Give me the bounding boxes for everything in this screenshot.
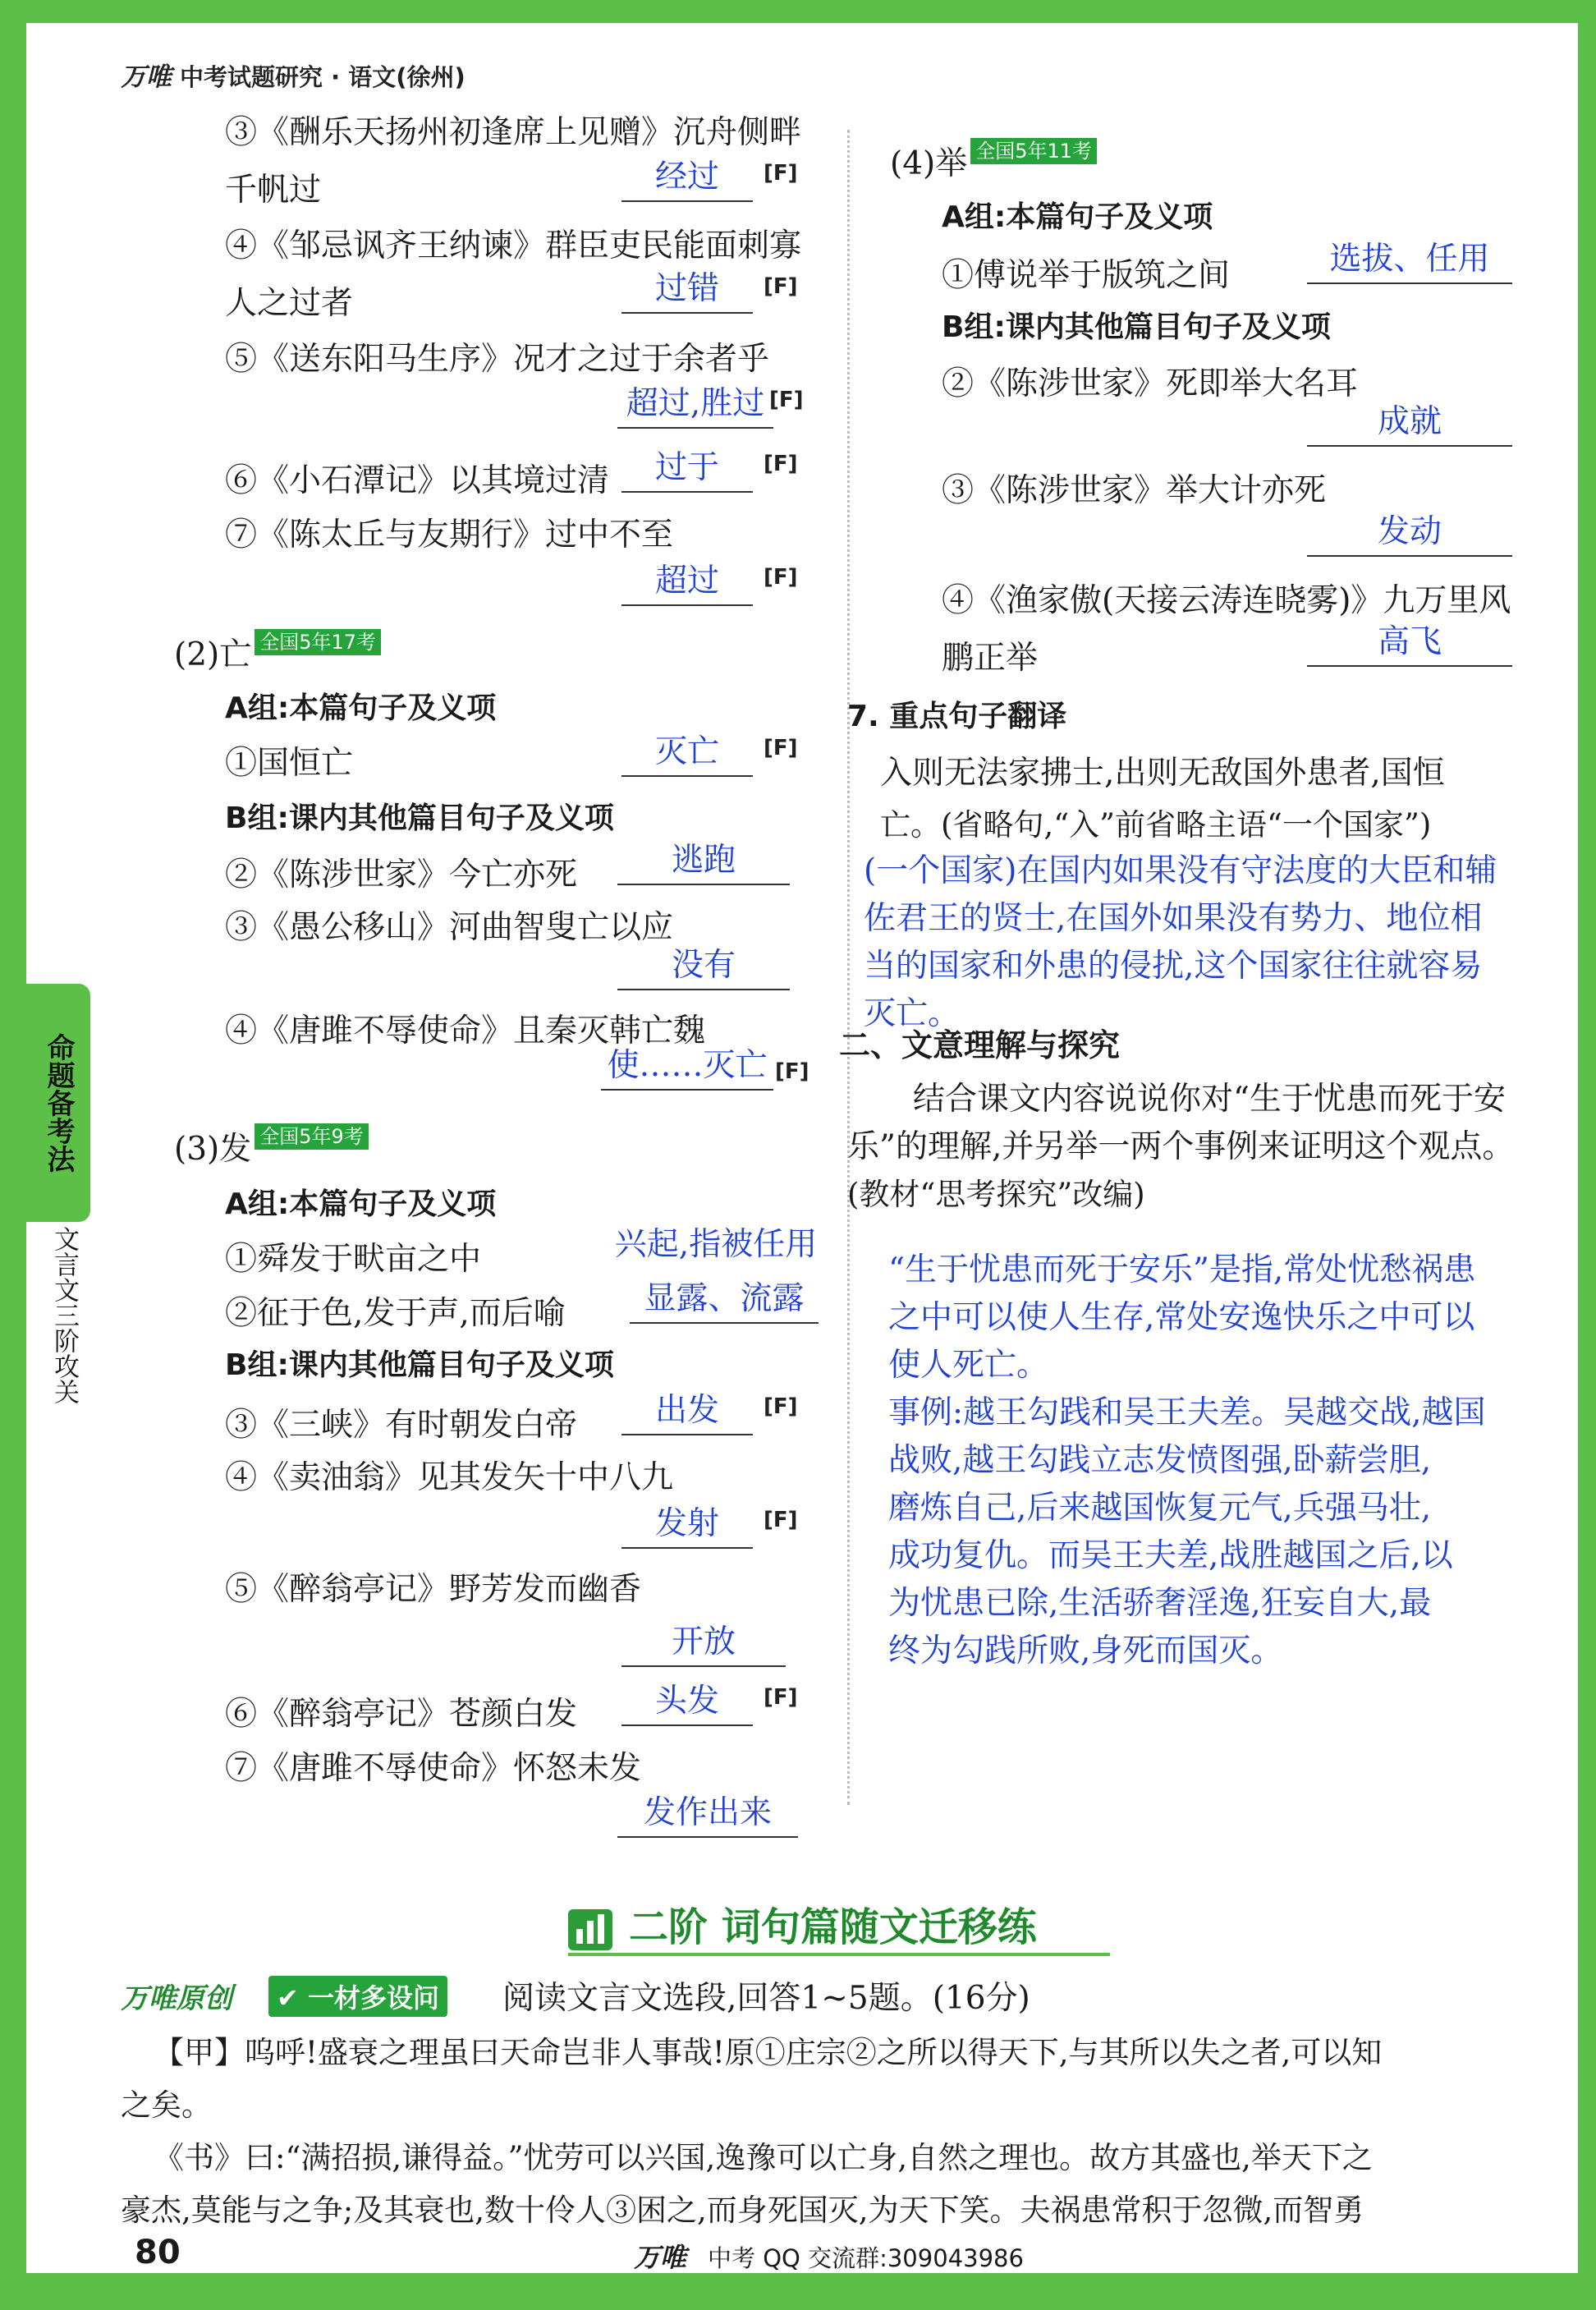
part2-answer-line: 之中可以使人生存,常处安逸快乐之中可以: [888, 1299, 1475, 1336]
part2-answer-line: “生于忧患而死于安乐”是指,常处忧愁祸患: [888, 1251, 1476, 1288]
page-number: 80: [135, 2234, 181, 2271]
fa-b7: ⑦《唐雎不辱使命》怀怒未发: [225, 1750, 642, 1787]
page: [26, 23, 1578, 2273]
passage-line: 豪杰,莫能与之争;及其衰也,数十伶人③困之,而身死国灭,为天下笑。夫祸患常积于忽微,而智勇: [121, 2193, 1364, 2228]
header-brand: 万唯: [121, 62, 172, 92]
ju-b2-answer: 成就: [1307, 399, 1512, 447]
fa-b7-answer: 发作出来: [617, 1790, 798, 1838]
flag-mark: [F]: [775, 1059, 809, 1084]
guo-answer-7: 超过: [621, 558, 753, 606]
wang-heading: [174, 629, 381, 675]
q7-answer: [864, 847, 1497, 1038]
fa-b5: ⑤《醉翁亭记》野芳发而幽香: [225, 1571, 642, 1608]
guo-answer-6: 过于: [621, 445, 753, 493]
flag-mark: [F]: [764, 565, 798, 590]
guo-item-6: ⑥《小石潭记》以其境过清: [225, 462, 610, 499]
passage-body: [121, 2027, 1382, 2237]
flag-mark: [F]: [764, 736, 798, 760]
passage-tag: ✔ 一材多设问: [268, 1976, 447, 2017]
section-2-heading: [568, 1895, 1110, 1956]
column-divider: [847, 130, 850, 1805]
ju-b2: ②《陈涉世家》死即举大名耳: [942, 365, 1359, 402]
fa-b3: ③《三峡》有时朝发白帝: [225, 1407, 578, 1444]
guo-item-4-cont: 人之过者: [225, 285, 354, 322]
fa-b4: ④《卖油翁》见其发矢十中八九: [225, 1459, 674, 1496]
ju-b4-answer: 高飞: [1307, 619, 1512, 667]
header-title: 中考试题研究 · 语文(徐州): [180, 63, 466, 91]
part2-answer-line: 磨炼自己,后来越国恢复元气,兵强马壮,: [888, 1490, 1432, 1527]
flag-mark: [F]: [764, 1685, 798, 1710]
ju-a1-answer: 选拔、任用: [1307, 237, 1512, 284]
guo-answer-4: 过错: [621, 266, 753, 314]
part2-answer-line: 战败,越王勾践立志发愤图强,卧薪尝胆,: [888, 1442, 1432, 1479]
part2-question: [847, 1076, 1514, 1219]
q7-answer-line: 灭亡。: [864, 995, 961, 1032]
guo-answer-5: 超过,胜过: [617, 381, 773, 429]
ju-b4: ④《渔家傲(天接云涛连晓雾)》九万里风: [942, 582, 1511, 619]
section-2-title: 二阶 词句篇随文迁移练: [629, 1904, 1037, 1950]
fa-head-text: (3)发: [174, 1131, 252, 1168]
passage-line: 《书》曰:“满招损,谦得益。”忧劳可以兴国,逸豫可以亡身,自然之理也。故方其盛也,举天下之: [154, 2140, 1373, 2175]
fa-b5-answer: 开放: [621, 1619, 786, 1667]
flag-mark: [F]: [764, 274, 798, 299]
ju-b4-cont: 鹏正举: [942, 640, 1039, 677]
guo-item-4: ④《邹忌讽齐王纳谏》群臣吏民能面刺寡: [225, 227, 802, 264]
q7-sentence-1: 入则无法家拂士,出则无敌国外患者,国恒: [880, 755, 1445, 792]
page-header: [121, 56, 466, 93]
part2-answer-line: 终为勾践所败,身死而国灭。: [888, 1633, 1283, 1669]
flag-mark: [F]: [764, 1394, 798, 1419]
side-tab-main: 命题备考法: [26, 984, 90, 1222]
fa-a2-answer: 显露、流露: [630, 1276, 819, 1324]
fa-a2: ②征于色,发于声,而后喻: [225, 1295, 566, 1332]
part2-heading: 二、文意理解与探究: [839, 1027, 1121, 1063]
passage-line: 之矣。: [121, 2087, 212, 2123]
wang-a1: ①国恒亡: [225, 745, 354, 782]
wang-head-text: (2)亡: [174, 636, 252, 673]
wang-group-b: B组:课内其他篇目句子及义项: [225, 801, 614, 835]
fa-b3-answer: 出发: [621, 1388, 753, 1435]
ju-group-a: A组:本篇句子及义项: [942, 200, 1213, 234]
ju-b3: ③《陈涉世家》举大计亦死: [942, 472, 1327, 509]
flag-mark: [F]: [764, 1508, 798, 1532]
part2-answer-line: 为忧患已除,生活骄奢淫逸,狂妄自大,最: [888, 1585, 1432, 1622]
fa-b4-answer: 发射: [621, 1501, 753, 1549]
fa-badge: 全国5年9考: [255, 1123, 369, 1150]
ju-heading: [890, 138, 1097, 184]
wang-b2: ②《陈涉世家》今亡亦死: [225, 856, 578, 893]
guo-item-3: ③《酬乐天扬州初逢席上见赠》沉舟侧畔: [225, 114, 802, 151]
ju-head-text: (4)举: [890, 145, 968, 182]
q7-answer-line: 当的国家和外患的侵扰,这个国家往往就容易: [864, 948, 1483, 985]
fa-a1-answer: 兴起,指被任用: [614, 1226, 818, 1263]
bar-chart-icon: [568, 1909, 612, 1950]
footer-text: 中考 QQ 交流群:309043986: [708, 2244, 1024, 2272]
passage-intro: 阅读文言文选段,回答1~5题。(16分): [502, 1980, 1030, 2017]
footer-brand: 万唯: [634, 2242, 687, 2273]
wang-b3-answer: 没有: [617, 943, 790, 990]
part2-question-note: (教材“思考探究”改编): [847, 1177, 1145, 1212]
flag-mark: [F]: [769, 388, 804, 412]
fa-a1: ①舜发于畎亩之中: [225, 1241, 482, 1278]
wang-group-a: A组:本篇句子及义项: [225, 691, 497, 725]
passage-brand: 万唯原创: [121, 1982, 232, 2015]
part2-question-line: 结合课文内容说说你对“生于忧患而死于安: [913, 1081, 1506, 1118]
passage-line: 【甲】呜呼!盛衰之理虽曰天命岂非人事哉!原①庄宗②之所以得天下,与其所以失之者,可以知: [154, 2035, 1383, 2070]
fa-b6-answer: 头发: [621, 1679, 753, 1726]
q7-sentence-2: 亡。(省略句,“入”前省略主语“一个国家”): [880, 807, 1432, 843]
guo-item-5: ⑤《送东阳马生序》况才之过于余者乎: [225, 341, 770, 378]
guo-answer-3: 经过: [621, 154, 753, 202]
part2-answer-line: 事例:越王勾践和吴王夫差。吴越交战,越国: [888, 1394, 1486, 1431]
fa-group-b: B组:课内其他篇目句子及义项: [225, 1348, 614, 1382]
flag-mark: [F]: [764, 161, 798, 186]
guo-item-7: ⑦《陈太丘与友期行》过中不至: [225, 517, 674, 553]
flag-mark: [F]: [764, 452, 798, 476]
part2-answer-line: 成功复仇。而吴王夫差,战胜越国之后,以: [888, 1537, 1453, 1574]
ju-b3-answer: 发动: [1307, 509, 1512, 557]
part2-answer: [888, 1247, 1486, 1675]
ju-group-b: B组:课内其他篇目句子及义项: [942, 310, 1331, 344]
fa-b6: ⑥《醉翁亭记》苍颜白发: [225, 1696, 578, 1733]
wang-a1-answer: 灭亡: [621, 729, 753, 777]
wang-b4: ④《唐雎不辱使命》且秦灭韩亡魏: [225, 1013, 706, 1049]
guo-item-3-cont: 千帆过: [225, 172, 322, 209]
q7-answer-line: 佐君王的贤士,在国外如果没有势力、地位相: [864, 900, 1483, 937]
side-tab-sub: 文言文三阶攻关: [49, 1226, 79, 1404]
part2-answer-line: 使人死亡。: [888, 1347, 1049, 1384]
ju-a1: ①傅说举于版筑之间: [942, 257, 1231, 294]
ju-badge: 全国5年11考: [970, 138, 1097, 164]
wang-b4-answer: 使……灭亡: [601, 1043, 773, 1091]
wang-b2-answer: 逃跑: [617, 838, 790, 885]
wang-badge: 全国5年17考: [255, 629, 381, 655]
fa-group-a: A组:本篇句子及义项: [225, 1187, 497, 1221]
q7-answer-line: (一个国家)在国内如果没有守法度的大臣和辅: [864, 852, 1497, 889]
part2-question-line: 乐”的理解,并另举一两个事例来证明这个观点。: [847, 1128, 1515, 1165]
fa-heading: [174, 1123, 369, 1169]
wang-b3: ③《愚公移山》河曲智叟亡以应: [225, 909, 674, 946]
q7-heading: 7. 重点句子翻译: [847, 700, 1067, 733]
